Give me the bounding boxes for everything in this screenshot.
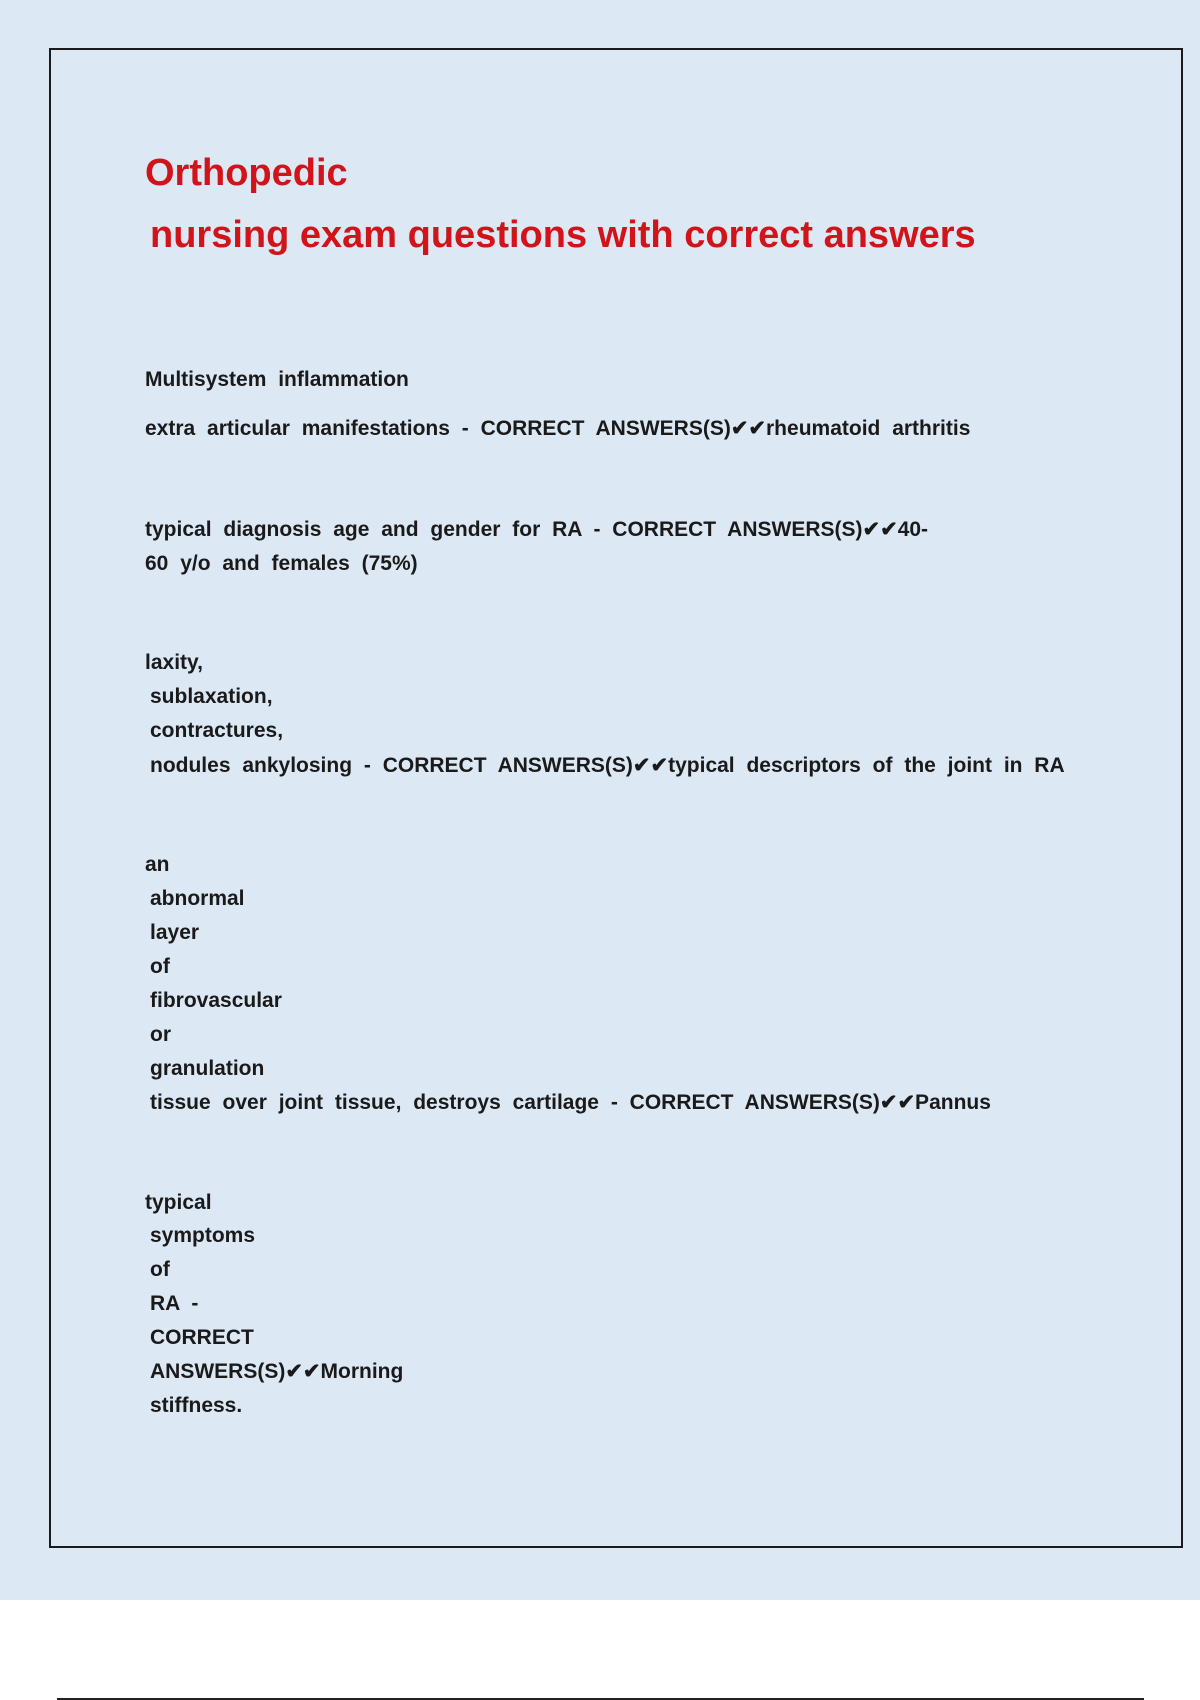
qa-line: layer bbox=[150, 921, 200, 944]
content-frame bbox=[49, 48, 1183, 1548]
qa-line: extra articular manifestations - CORRECT ANSWERS(S)✔✔rheumatoid arthritis bbox=[145, 417, 971, 440]
qa-line: an bbox=[145, 853, 170, 876]
document-title: Orthopedic bbox=[145, 152, 348, 194]
qa-line: sublaxation, bbox=[150, 685, 273, 708]
qa-line: of bbox=[150, 1258, 170, 1281]
qa-line: symptoms bbox=[150, 1224, 256, 1247]
qa-line: stiffness. bbox=[150, 1394, 243, 1417]
qa-line: tissue over joint tissue, destroys cartilage - CORRECT ANSWERS(S)✔✔Pannus bbox=[150, 1091, 991, 1114]
qa-line: abnormal bbox=[150, 887, 245, 910]
qa-line: typical bbox=[145, 1191, 212, 1214]
qa-line: nodules ankylosing - CORRECT ANSWERS(S)✔✔typical descriptors of the joint in RA bbox=[150, 754, 1065, 777]
document-subtitle: nursing exam questions with correct answers bbox=[150, 214, 976, 256]
qa-line: or bbox=[150, 1023, 171, 1046]
qa-line: of bbox=[150, 955, 170, 978]
qa-line: ANSWERS(S)✔✔Morning bbox=[150, 1360, 404, 1383]
qa-line: CORRECT bbox=[150, 1326, 254, 1349]
qa-line: 60 y/o and females (75%) bbox=[145, 552, 418, 575]
qa-line: fibrovascular bbox=[150, 989, 282, 1012]
qa-line: laxity, bbox=[145, 651, 203, 674]
qa-line: typical diagnosis age and gender for RA - CORRECT ANSWERS(S)✔✔40- bbox=[145, 518, 929, 541]
qa-line: RA - bbox=[150, 1292, 199, 1315]
qa-line: granulation bbox=[150, 1057, 265, 1080]
qa-line: Multisystem inflammation bbox=[145, 368, 409, 391]
qa-line: contractures, bbox=[150, 719, 284, 742]
